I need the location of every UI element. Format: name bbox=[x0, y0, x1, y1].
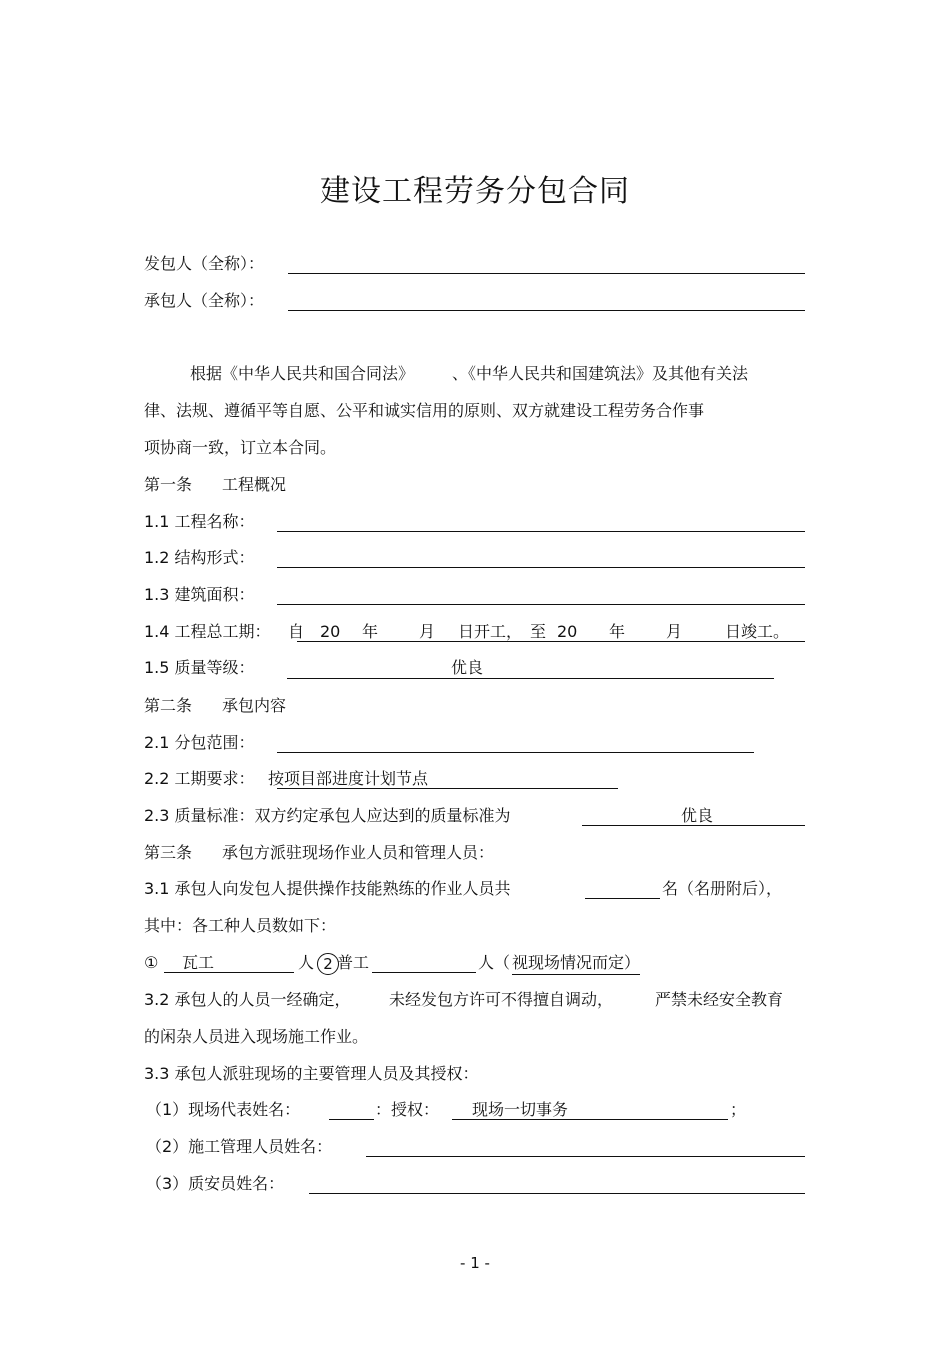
start-year-prefix: 20 bbox=[320, 622, 341, 641]
page-number: - 1 - bbox=[460, 1254, 490, 1272]
clause-3-1-tail: 名（名册附后）， bbox=[662, 879, 783, 898]
quality-grade-label: 1.5 质量等级： bbox=[144, 658, 255, 677]
site-rep-authority-value: 现场一切事务 bbox=[472, 1100, 569, 1119]
construction-manager-field[interactable] bbox=[366, 1156, 805, 1157]
trade-1-marker: ① bbox=[144, 953, 159, 972]
clause-3-2-part-2: 未经发包方许可不得擅自调动， bbox=[389, 990, 614, 1009]
worker-count-field[interactable] bbox=[585, 898, 660, 899]
trade-1-unit: 人 bbox=[298, 953, 315, 972]
article-3-heading: 承包方派驻现场作业人员和管理人员： bbox=[222, 843, 495, 862]
contractor-label: 承包人（全称）： bbox=[144, 291, 265, 310]
clause-3-2-part-3: 严禁未经安全教育 bbox=[655, 990, 784, 1009]
contractor-name-field[interactable] bbox=[288, 310, 805, 311]
site-rep-authority-label: ：授权： bbox=[375, 1100, 440, 1119]
scope-label: 2.1 分包范围： bbox=[144, 733, 255, 752]
duration-to: 至 bbox=[530, 622, 547, 641]
quality-grade-value: 优良 bbox=[450, 658, 483, 677]
project-name-field[interactable] bbox=[277, 531, 805, 532]
site-rep-name-field[interactable] bbox=[329, 1119, 374, 1120]
clause-3-2-continued: 的闲杂人员进入现场施工作业。 bbox=[144, 1027, 369, 1046]
trade-1-name: 瓦工 bbox=[182, 953, 215, 972]
building-area-label: 1.3 建筑面积： bbox=[144, 585, 255, 604]
safety-officer-label: （3）质安员姓名： bbox=[146, 1174, 285, 1193]
clause-3-2-part-1: 3.2 承包人的人员一经确定， bbox=[144, 990, 351, 1009]
article-2-number: 第二条 bbox=[144, 696, 193, 715]
employer-name-field[interactable] bbox=[288, 273, 805, 274]
article-1-heading: 工程概况 bbox=[222, 475, 287, 494]
start-year-unit: 年 bbox=[362, 622, 379, 641]
article-1-number: 第一条 bbox=[144, 475, 193, 494]
end-year-unit: 年 bbox=[609, 622, 626, 641]
building-area-field[interactable] bbox=[277, 604, 805, 605]
construction-manager-label: （2）施工管理人员姓名： bbox=[146, 1137, 333, 1156]
preamble-line-3: 项协商一致，订立本合同。 bbox=[144, 438, 337, 457]
total-duration-label: 1.4 工程总工期： bbox=[144, 622, 271, 641]
preamble-line-1a: 根据《中华人民共和国合同法》 bbox=[190, 364, 415, 383]
preamble-line-2: 律、法规、遵循平等自愿、公平和诚实信用的原则、双方就建设工程劳务合作事 bbox=[144, 401, 705, 420]
start-month-unit: 月 bbox=[419, 622, 436, 641]
trade-2-marker: 2 bbox=[317, 953, 339, 975]
start-day-text: 日开工， bbox=[458, 622, 523, 641]
trade-2-count-field[interactable] bbox=[372, 972, 476, 973]
scope-field[interactable] bbox=[277, 752, 754, 753]
schedule-value: 按项目部进度计划节点 bbox=[268, 769, 429, 788]
clause-3-1-continued: 其中：各工种人员数如下： bbox=[144, 916, 337, 935]
preamble-line-1b: 、《中华人民共和国建筑法》及其他有关法 bbox=[452, 364, 749, 383]
duration-from: 自 bbox=[288, 622, 305, 641]
end-year-prefix: 20 bbox=[557, 622, 578, 641]
safety-officer-field[interactable] bbox=[309, 1193, 805, 1194]
site-rep-label: （1）现场代表姓名： bbox=[146, 1100, 301, 1119]
project-name-label: 1.1 工程名称： bbox=[144, 512, 255, 531]
article-2-heading: 承包内容 bbox=[222, 696, 287, 715]
article-3-number: 第三条 bbox=[144, 843, 193, 862]
structure-type-field[interactable] bbox=[277, 567, 805, 568]
quality-standard-value: 优良 bbox=[680, 806, 713, 825]
quality-standard-label: 2.3 质量标准：双方约定承包人应达到的质量标准为 bbox=[144, 806, 511, 825]
end-month-unit: 月 bbox=[666, 622, 683, 641]
employer-label: 发包人（全称）： bbox=[144, 254, 265, 273]
contract-title: 建设工程劳务分包合同 bbox=[320, 174, 630, 209]
site-rep-end: ； bbox=[730, 1100, 747, 1119]
trade-2-note: 视现场情况而定） bbox=[512, 952, 640, 975]
structure-type-label: 1.2 结构形式： bbox=[144, 548, 255, 567]
trade-2-name: 普工 bbox=[337, 953, 370, 972]
end-day-text: 日竣工。 bbox=[725, 622, 790, 641]
clause-3-1-text: 3.1 承包人向发包人提供操作技能熟练的作业人员共 bbox=[144, 879, 511, 898]
schedule-label: 2.2 工期要求： bbox=[144, 769, 255, 788]
trade-2-unit: 人（ bbox=[478, 953, 511, 972]
clause-3-3-text: 3.3 承包人派驻现场的主要管理人员及其授权： bbox=[144, 1064, 479, 1083]
